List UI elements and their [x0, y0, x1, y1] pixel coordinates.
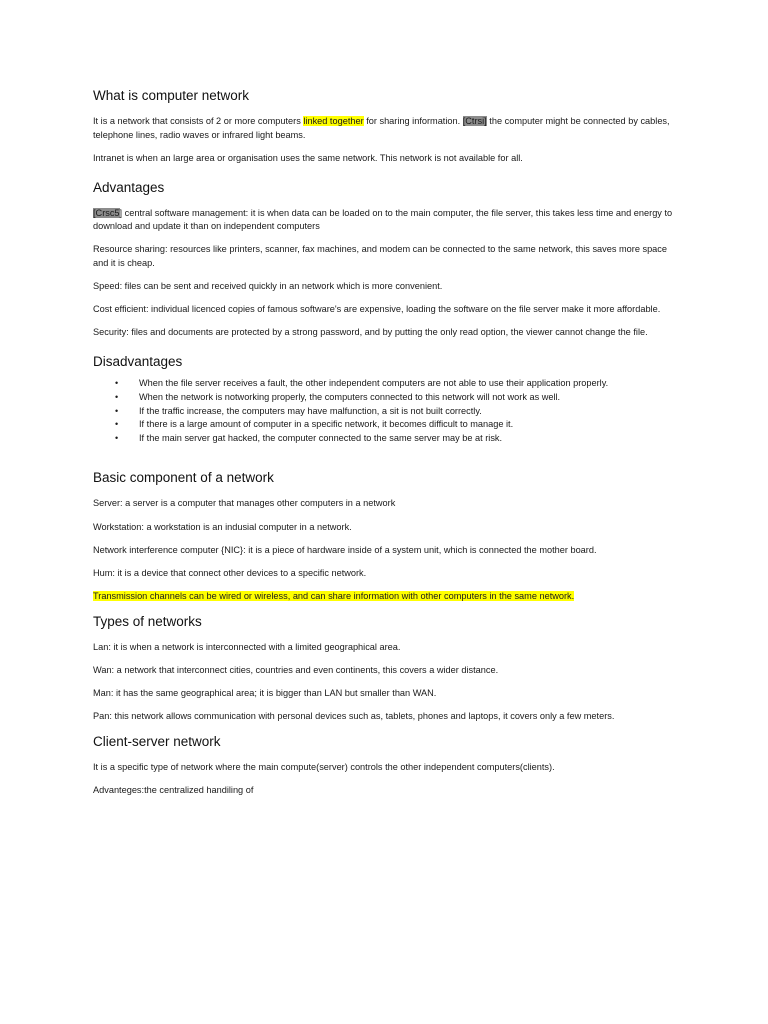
highlighted-text: Transmission channels can be wired or wireless, and can share information with other computers in the same network.: [93, 590, 575, 601]
citation-tag: [Crsc5: [93, 207, 120, 218]
disadvantages-list: [93, 377, 678, 445]
paragraph-speed: Speed: files can be sent and received quickly in an network which is more convenient.: [93, 281, 443, 292]
paragraph-security: Security: files and documents are protected by a strong password, and by putting the only read option, the viewer cannot change the file.: [93, 327, 648, 338]
paragraph-nic: Network interference computer {NIC}: it is a piece of hardware inside of a system unit, which is connected the mother board.: [93, 544, 597, 555]
paragraph-advantages-partial: Advanteges:the centralized handiling of: [93, 785, 254, 796]
document-body: [93, 87, 678, 807]
list-item-text: If the main server gat hacked, the computer connected to the same server may be at risk.: [139, 432, 503, 443]
paragraph-lan: Lan: it is when a network is interconnected with a limited geographical area.: [93, 641, 401, 652]
paragraph-intranet: Intranet is when an large area or organisation uses the same network. This network is not available for all.: [93, 152, 523, 163]
paragraph-network-definition: [93, 115, 678, 142]
paragraph-resource-sharing: Resource sharing: resources like printers, scanner, fax machines, and modem can be connected to the same network, this saves more space and it is cheap.: [93, 244, 667, 269]
list-item: [93, 405, 678, 419]
list-item: [93, 418, 678, 432]
list-item-text: If the traffic increase, the computers may have malfunction, a sit is not built correctly.: [139, 405, 482, 416]
paragraph-server: Server: a server is a computer that manages other computers in a network: [93, 498, 396, 509]
highlighted-text: linked together: [303, 116, 364, 126]
paragraph-client-server-definition: It is a specific type of network where the main compute(server) controls the other independent computers(clients).: [93, 762, 555, 773]
heading-client-server: Client-server network: [93, 734, 221, 750]
list-item-text: If there is a large amount of computer in a specific network, it becomes difficult to manage it.: [139, 419, 514, 430]
text-run: It is a network that consists of 2 or more computers: [93, 116, 304, 126]
list-item: [93, 391, 678, 405]
paragraph-cost-efficient: Cost efficient: individual licenced copies of famous software's are expensive, loading the software on the file server make it more affordable.: [93, 304, 661, 315]
paragraph-wan: Wan: a network that interconnect cities, countries and even continents, this covers a wider distance.: [93, 664, 499, 675]
heading-types-of-networks: Types of networks: [93, 613, 202, 629]
list-item-text: When the network is notworking properly, the computers connected to this network will not work as well.: [139, 392, 561, 403]
list-item: [93, 432, 678, 446]
text-run: for sharing information.: [363, 116, 463, 126]
text-run: ] central software management: it is when data can be loaded on to the main computer, the file server, this takes less time and energy to download and update it than on independent computers: [93, 207, 673, 232]
bullet-icon: •: [115, 378, 119, 389]
citation-tag: [Ctrsi]: [462, 116, 487, 126]
heading-what-is-network: What is computer network: [93, 88, 250, 103]
paragraph-workstation: Workstation: a workstation is an indusial computer in a network.: [93, 521, 352, 532]
heading-basic-components: Basic component of a network: [93, 470, 274, 486]
paragraph-transmission-channels: [93, 590, 678, 604]
paragraph-pan: Pan: this network allows communication with personal devices such as, tablets, phones and laptops, it covers only a few meters.: [93, 711, 615, 722]
heading-disadvantages: Disadvantages: [93, 354, 183, 370]
text-run: the computer might be connected by cables, telephone lines, radio waves or infrared light beams.: [93, 116, 670, 140]
list-item: [93, 377, 678, 391]
bullet-icon: •: [115, 405, 119, 416]
bullet-icon: •: [115, 392, 119, 403]
paragraph-hub: Hum: it is a device that connect other devices to a specific network.: [93, 567, 367, 578]
bullet-icon: •: [115, 419, 119, 430]
list-item-text: When the file server receives a fault, the other independent computers are not able to use their application properly.: [139, 378, 609, 389]
paragraph-man: Man: it has the same geographical area; it is bigger than LAN but smaller than WAN.: [93, 688, 437, 699]
paragraph-central-software: [93, 207, 678, 234]
heading-advantages: Advantages: [93, 179, 165, 195]
bullet-icon: •: [115, 432, 119, 443]
